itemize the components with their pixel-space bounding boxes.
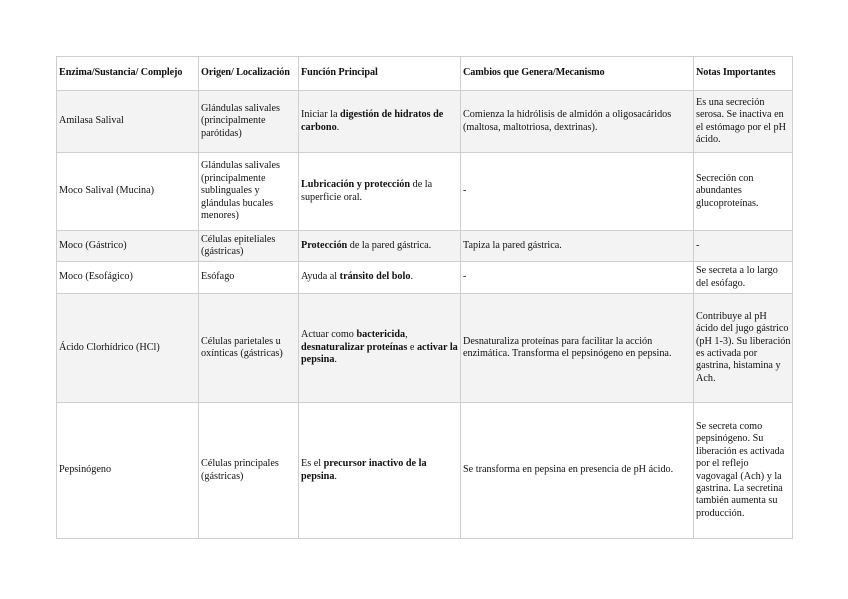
- cell-function: [299, 91, 461, 153]
- function-highlight: activar la pepsina: [301, 341, 458, 366]
- cell-enzyme: Pepsinógeno: [57, 403, 199, 539]
- cell-changes: Desnaturaliza proteínas para facilitar la acción enzimática. Transforma el pepsinógeno en pepsina.: [461, 294, 694, 403]
- cell-origin: Células epiteliales (gástricas): [199, 231, 299, 262]
- header-changes: Cambios que Genera/Mecanismo: [461, 57, 694, 91]
- cell-changes: Comienza la hidrólisis de almidón a oligosacáridos (maltosa, maltotriosa, dextrinas).: [461, 91, 694, 153]
- cell-notes: Se secreta como pepsinógeno. Su liberación es activada por el reflejo vagovagal (Ach) y la gastrina. La secretina también aumenta su producción.: [694, 403, 793, 539]
- cell-notes: -: [694, 231, 793, 262]
- cell-changes: -: [461, 262, 694, 294]
- cell-enzyme: Amilasa Salival: [57, 91, 199, 153]
- cell-notes: Contribuye al pH ácido del jugo gástrico (pH 1-3). Su liberación es activada por gastrina, histamina y Ach.: [694, 294, 793, 403]
- cell-notes: Se secreta a lo largo del esófago.: [694, 262, 793, 294]
- function-highlight: Protección: [301, 239, 348, 251]
- function-text: .: [336, 121, 340, 133]
- table-row: [57, 262, 793, 294]
- function-text: .: [410, 271, 413, 283]
- cell-function: [299, 262, 461, 294]
- function-highlight: desnaturalizar proteínas: [301, 341, 408, 353]
- table-row: [57, 231, 793, 262]
- cell-enzyme: Moco Salival (Mucina): [57, 153, 199, 231]
- table-row: [57, 153, 793, 231]
- function-text: Actuar como: [301, 329, 357, 341]
- header-function: Función Principal: [299, 57, 461, 91]
- function-highlight: Lubricación y protección: [301, 179, 411, 191]
- cell-function: [299, 403, 461, 539]
- cell-function: [299, 294, 461, 403]
- table-row: [57, 91, 793, 153]
- function-highlight: precursor inactivo de la pepsina: [301, 458, 427, 482]
- function-highlight: digestión de hidratos de carbono: [301, 109, 444, 133]
- header-origin: Origen/ Localización: [199, 57, 299, 91]
- function-highlight: tránsito del bolo: [339, 271, 411, 283]
- cell-origin: Esófago: [199, 262, 299, 294]
- function-text: Iniciar la: [301, 109, 341, 121]
- function-highlight: bactericida: [356, 329, 406, 341]
- cell-origin: Células principales (gástricas): [199, 403, 299, 539]
- cell-function: [299, 231, 461, 262]
- cell-origin: Glándulas salivales (principalmente parótidas): [199, 91, 299, 153]
- cell-changes: Se transforma en pepsina en presencia de pH ácido.: [461, 403, 694, 539]
- function-text: de la superficie oral.: [301, 179, 433, 203]
- table-row: [57, 294, 793, 403]
- cell-changes: Tapiza la pared gástrica.: [461, 231, 694, 262]
- cell-enzyme: Moco (Gástrico): [57, 231, 199, 262]
- function-text: de la pared gástrica.: [347, 239, 432, 251]
- function-text: Ayuda al: [301, 271, 340, 283]
- cell-origin: Células parietales u oxínticas (gástricas): [199, 294, 299, 403]
- cell-enzyme: Moco (Esofágico): [57, 262, 199, 294]
- function-text: e: [407, 341, 417, 353]
- table-row: [57, 403, 793, 539]
- cell-notes: Es una secreción serosa. Se inactiva en el estómago por el pH ácido.: [694, 91, 793, 153]
- cell-notes: Secreción con abundantes glucoproteínas.: [694, 153, 793, 231]
- function-text: Es el: [301, 458, 324, 470]
- cell-enzyme: Ácido Clorhídrico (HCl): [57, 294, 199, 403]
- function-text: .: [334, 470, 337, 482]
- header-enzyme: Enzima/Sustancia/ Complejo: [57, 57, 199, 91]
- enzyme-table: [56, 56, 793, 539]
- cell-origin: Glándulas salivales (principalmente sublinguales y glándulas bucales menores): [199, 153, 299, 231]
- header-notes: Notas Importantes: [694, 57, 793, 91]
- cell-changes: -: [461, 153, 694, 231]
- function-text: ,: [405, 329, 408, 341]
- cell-function: [299, 153, 461, 231]
- table-header-row: [57, 57, 793, 91]
- function-text: .: [334, 354, 337, 366]
